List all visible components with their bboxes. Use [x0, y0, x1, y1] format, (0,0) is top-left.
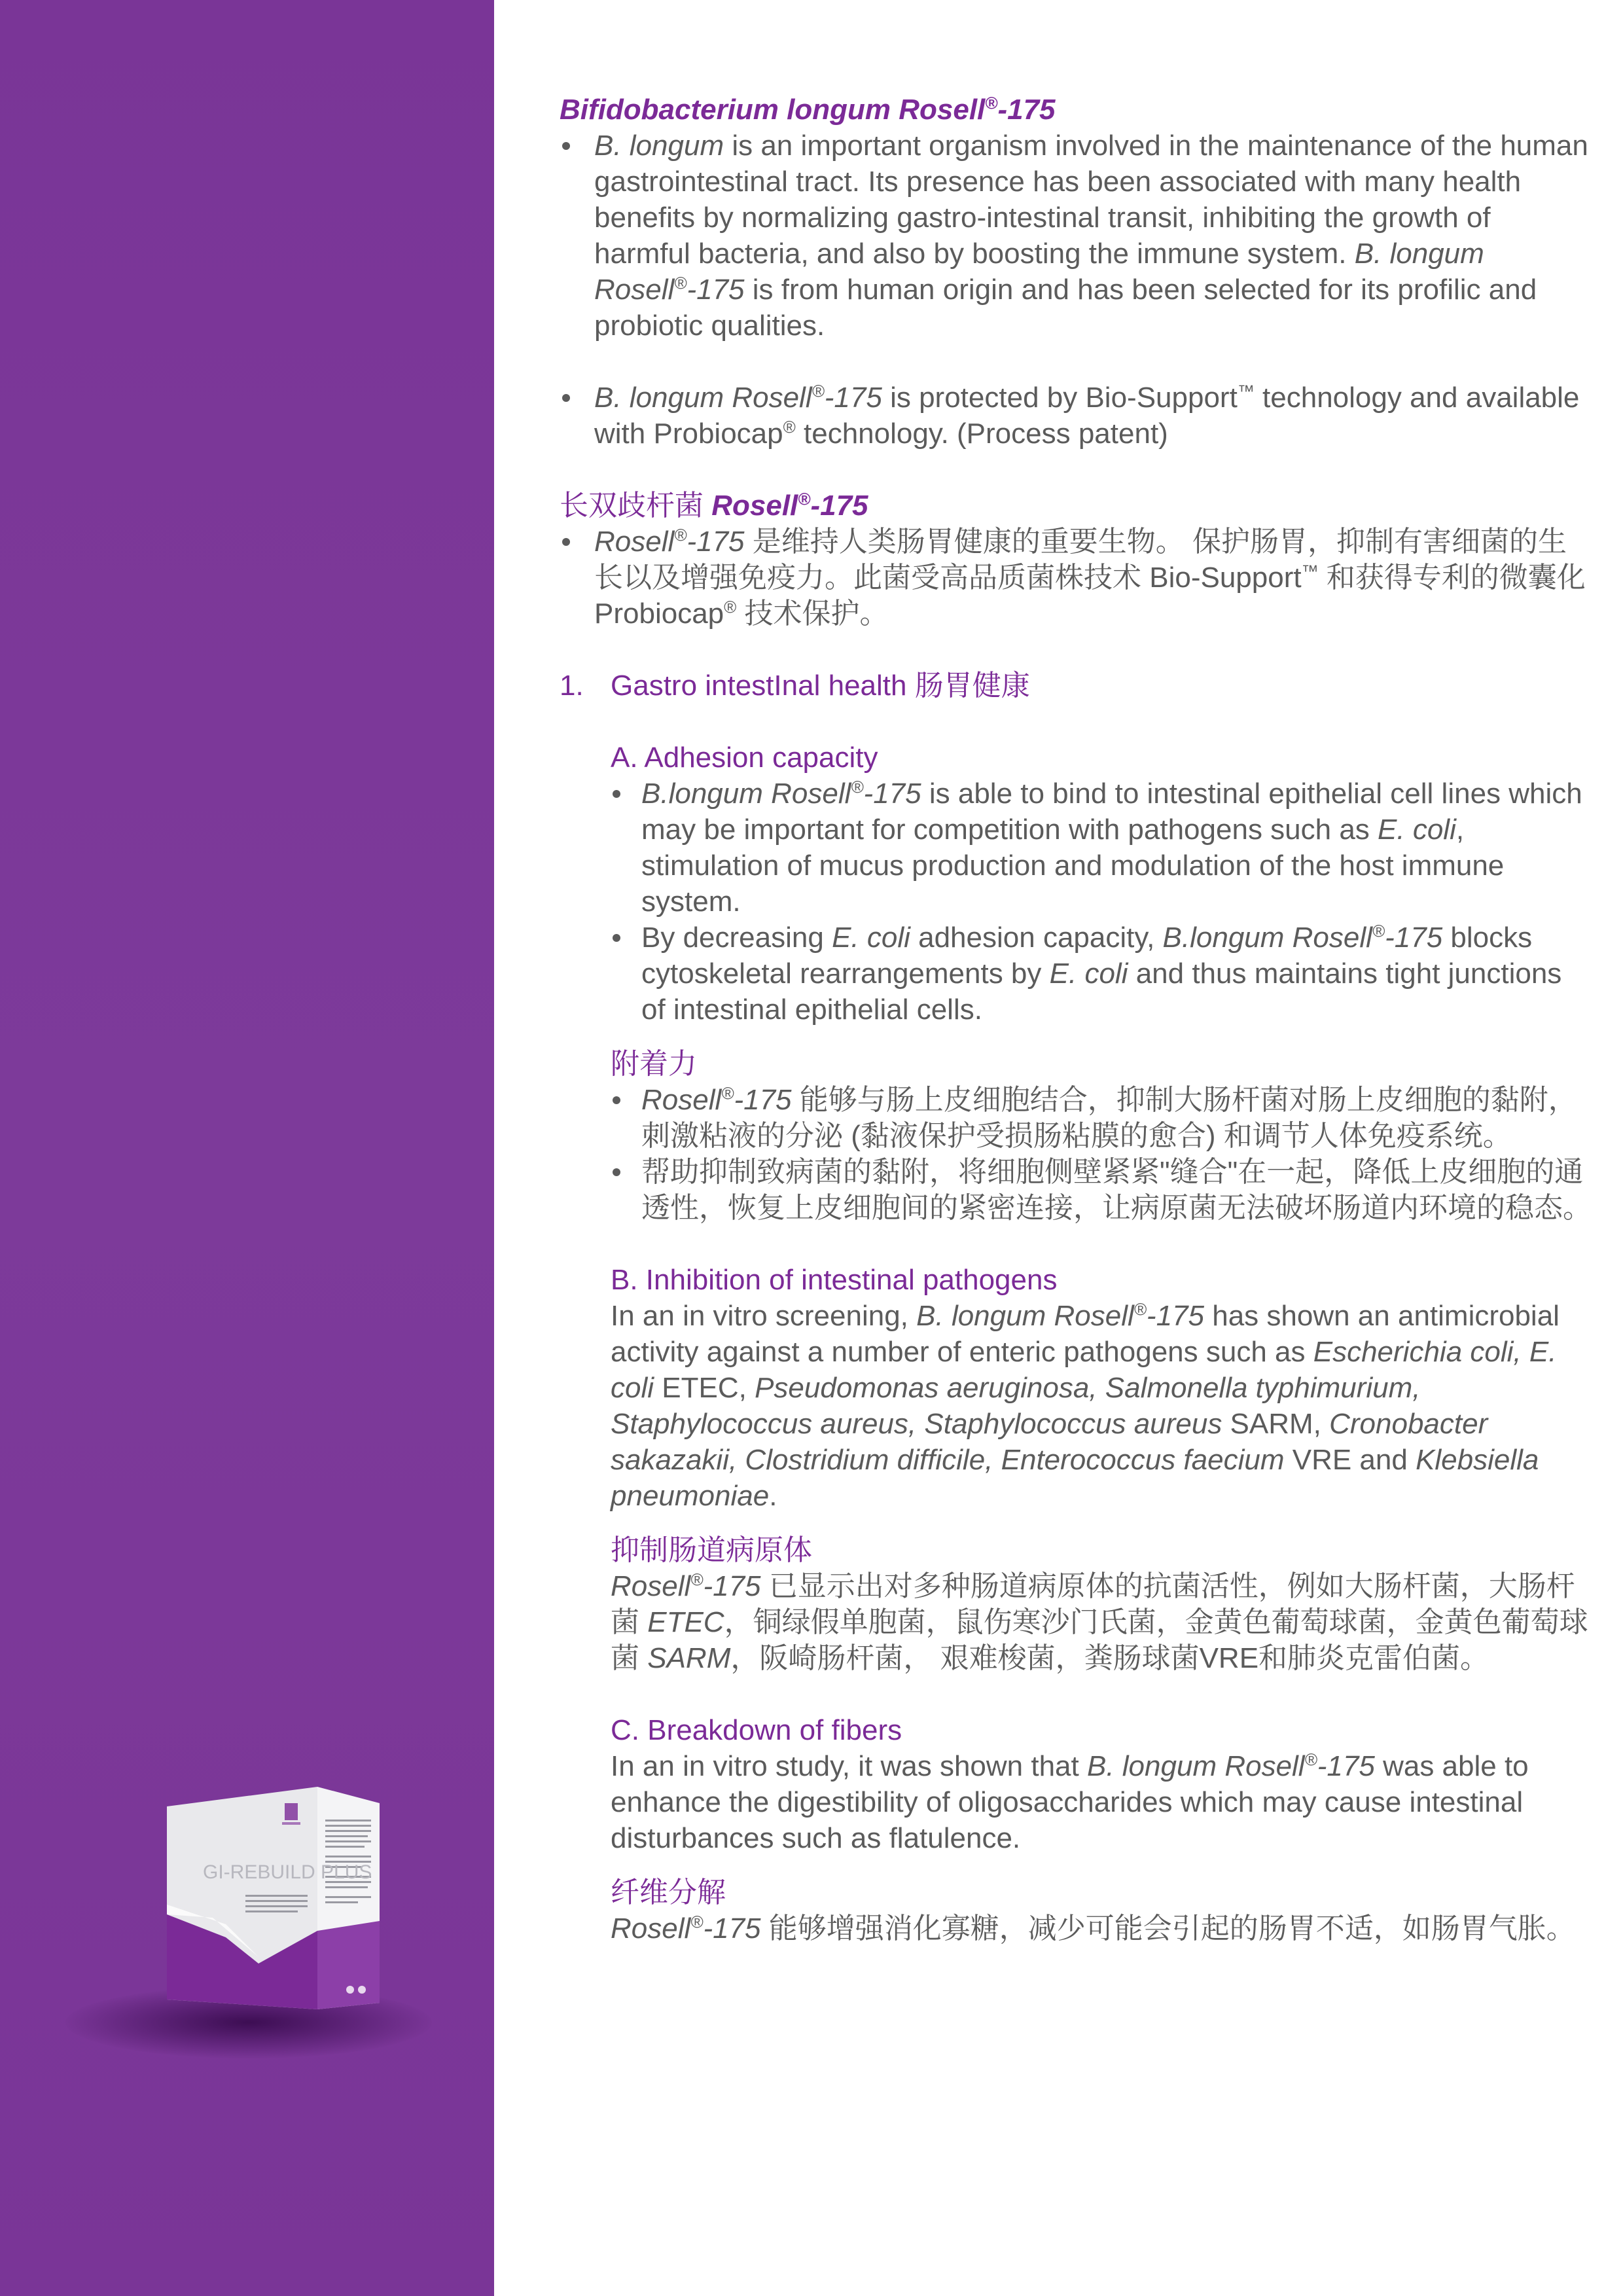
- section-gi-health: [560, 668, 1594, 704]
- bullet-b-longum-overview: B. longum is an important organism involved in the maintenance of the human gastrointestinal tract. Its presence has been associated with many health benefits by normalizing gastro-intestinal transit, inhibiting the growth of harmful bacteria, and also by boosting the immune system. B. longum Rosell®-175 is from human origin and has been selected for its profilic and probiotic qualities.: [560, 128, 1594, 344]
- subsection-b-body: In an in vitro screening, B. longum Rosell®-175 has shown an antimicrobial activity against a number of enteric pathogens such as Escherichia coli, E. coli ETEC, Pseudomonas aeruginosa, Salmonella typhimurium, Staphylococcus aureus, Staphylococcus aureus SARM, Cronobacter sakazakii, Clostridium difficile, Enterococcus faecium VRE and Klebsiella pneumoniae.: [611, 1299, 1560, 1512]
- section-title-b-longum: Bifidobacterium longum Rosell®-175: [560, 93, 1056, 126]
- purple-sidebar: [0, 0, 494, 2296]
- section-title-cn: 长双歧杆菌 Rosell®-175: [560, 489, 868, 522]
- subsection-a-title: A. Adhesion capacity: [611, 742, 878, 774]
- subsection-a-cn-title: 附着力: [611, 1048, 697, 1080]
- subsection-b-cn-body: Rosell®-175 已显示出对多种肠道病原体的抗菌活性，例如大肠杆菌，大肠杆菌 ETEC，铜绿假单胞菌，鼠伤寒沙门氏菌，金黄色葡萄球菌，金黄色葡萄球菌 SARM，阪崎肠杆菌， 艰难梭菌，粪肠球菌VRE和肺炎克雷伯菌。: [611, 1570, 1588, 1674]
- b-longum-bullets: [560, 128, 1594, 344]
- subsection-c-cn-body: Rosell®-175 能够增强消化寡糖，减少可能会引起的肠胃不适，如肠胃气胀。: [611, 1912, 1575, 1945]
- subsection-c-body: In an in vitro study, it was shown that B. longum Rosell®-175 was able to enhance the digestibility of oligosaccharides which may cause intestinal disturbances such as flatulence.: [611, 1749, 1529, 1854]
- gi-health-body: [611, 704, 1594, 1946]
- bullet-a-adhesion: By decreasing E. coli adhesion capacity, B.longum Rosell®-175 blocks cytoskeletal rearrangements by E. coli and thus maintains tight junctions of intestinal epithelial cells.: [611, 920, 1594, 1028]
- document-content: [560, 92, 1594, 1946]
- product-box-illustration: [154, 1767, 416, 2016]
- bullet-cn-overview: Rosell®-175 是维持人类肠胃健康的重要生物。 保护肠胃，抑制有害细菌的生长以及增强免疫力。此菌受高品质菌株技术 Bio-Support™ 和获得专利的微囊化 Probiocap® 技术保护。: [560, 524, 1594, 632]
- bullet-a-cn-1: Rosell®-175 能够与肠上皮细胞结合，抑制大肠杆菌对肠上皮细胞的黏附，刺激粘液的分泌 (黏液保护受损肠粘膜的愈合) 和调节人体免疫系统。: [611, 1082, 1594, 1154]
- bullet-b-longum-technology: B. longum Rosell®-175 is protected by Bio-Support™ technology and available with Probiocap® technology. (Process patent): [560, 380, 1594, 452]
- subsection-b-cn-title: 抑制肠道病原体: [611, 1534, 812, 1566]
- subsection-b-title: B. Inhibition of intestinal pathogens: [611, 1264, 1058, 1296]
- bullet-a-bind: B.longum Rosell®-175 is able to bind to intestinal epithelial cell lines which may be important for competition with pathogens such as E. coli, stimulation of mucus production and modulation of the host immune system.: [611, 776, 1594, 920]
- section-gi-health-title: Gastro intestInal health 肠胃健康: [611, 670, 1030, 702]
- product-box-label: GI-REBUILD PLUS: [203, 1861, 372, 1883]
- product-image: [65, 1767, 432, 2062]
- section-number: 1.: [560, 670, 584, 702]
- subsection-c-cn-title: 纤维分解: [611, 1876, 726, 1909]
- subsection-c-title: C. Breakdown of fibers: [611, 1714, 902, 1746]
- bullet-a-cn-2: 帮助抑制致病菌的黏附，将细胞侧壁紧紧"缝合"在一起，降低上皮细胞的通透性，恢复上皮细胞间的紧密连接，让病原菌无法破坏肠道内环境的稳态。: [611, 1154, 1594, 1226]
